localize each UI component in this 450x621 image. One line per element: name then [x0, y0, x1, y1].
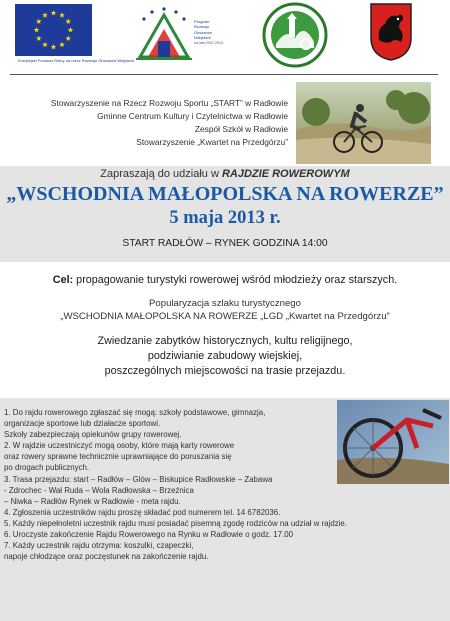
eu-star-icon: [68, 27, 74, 32]
organizers-list: [6, 97, 288, 149]
goal-text: propagowanie turystyki rowerowej wśród młodzieży oraz starszych.: [73, 274, 398, 286]
sightseeing-description: Zwiedzanie zabytków historycznych, kultu religijnego, podziwianie zabudowy wiejskiej, poszczególnych miejscowości na trasie przejazdu.: [97, 335, 353, 377]
eu-star-icon: [51, 10, 57, 15]
organizer-line: Stowarzyszenie na Rzecz Rozwoju Sportu „START” w Radłowie: [50, 98, 288, 108]
crest-shield-icon: [369, 2, 413, 62]
trail-promotion: Popularyzacja szlaku turystycznego „WSCHODNIA MAŁOPOLSKA NA ROWERZE „LGD „Kwartet na Przedgórzu”: [60, 298, 390, 322]
event-headline-panel: [0, 166, 450, 262]
eu-star-icon: [65, 36, 71, 41]
event-start-info: START RADŁÓW – RYNEK GODZINA 14:00: [122, 238, 328, 249]
organizer-line: Stowarzyszenie „Kwartet na Przedgórzu”: [136, 137, 288, 147]
eu-flag-caption: Europejski Fundusz Rolny na rzecz Rozwoju Obszarów Wiejskich: [18, 58, 135, 63]
list-item: – Niwka – Radłów Rynek w Radłowie - meta rajdu.: [4, 496, 181, 506]
eu-star-icon: [36, 19, 42, 24]
eu-star-icon: [59, 12, 65, 17]
list-item: 3. Trasa przejazdu: start – Radłów – Glów – Biskupice Radłowskie – Zabawa: [4, 474, 273, 484]
eu-star-icon: [34, 27, 40, 32]
eu-stars: [15, 4, 92, 56]
list-item: organizacje sportowe lub działacze sportowi.: [4, 419, 161, 429]
organizer-line: Gminne Centrum Kultury i Czytelnictwa w Radłowie: [97, 111, 288, 121]
eu-star-icon: [51, 44, 57, 49]
list-item: 7. Każdy uczestnik rajdu otrzyma: koszulki, czapeczki,: [4, 541, 194, 551]
list-item: oraz rowery sprawne technicznie uprawniające do poruszania się: [4, 452, 232, 462]
eu-star-icon: [42, 12, 48, 17]
radlow-coat-of-arms-icon: [369, 2, 413, 62]
event-title: „WSCHODNIA MAŁOPOLSKA NA ROWERZE”: [6, 183, 444, 205]
list-item: po drogach publicznych.: [4, 463, 90, 473]
eu-star-icon: [65, 19, 71, 24]
event-date: 5 maja 2013 r.: [169, 208, 281, 228]
prow-logo-text: Program Rozwoju Obszarów Wiejskich na lata 2007-2013: [194, 19, 223, 45]
eu-star-icon: [42, 42, 48, 47]
list-item: 2. W rajdzie uczestniczyć mogą osoby, które mają karty rowerowe: [4, 441, 235, 451]
prow-logo-icon: [134, 5, 244, 63]
bike-closeup-illustration: [337, 400, 449, 484]
header-divider: [10, 74, 438, 75]
list-item: Szkoły zabezpieczają opiekunów grupy rowerowej.: [4, 430, 182, 440]
eu-star-icon: [36, 36, 42, 41]
cyclist-photo-illustration: [296, 82, 431, 164]
organizer-line: Zespół Szkół w Radłowie: [194, 124, 288, 134]
list-item: 4. Zgłoszenia uczestników rajdu proszę składać pod numerem tel. 14 6782036.: [4, 507, 281, 517]
invitation-line: Zapraszają do udziału w RAJDZIE ROWEROWYM: [100, 168, 350, 180]
bicycle-wheel-photo: [337, 400, 449, 484]
list-item: 1. Do rajdu rowerowego zgłaszać się mogą: szkoły podstawowe, gimnazja,: [4, 408, 266, 417]
eu-flag-icon: [15, 4, 92, 56]
list-item: - Zdrochec - Wał Ruda – Wola Radłowska – Brzeźnica: [4, 485, 194, 495]
event-goal: [0, 273, 450, 288]
lgd-kwartet-logo-icon: [262, 2, 328, 68]
list-item: napoje chłodzące oraz poczęstunek na zakończenie rajdu.: [4, 552, 209, 562]
lgd-emblem-icon: [262, 2, 328, 68]
list-item: 5. Każdy niepełnoletni uczestnik rajdu musi posiadać pisemną zgodę rodziców na udział w rajdzie.: [4, 518, 347, 528]
list-item: 6. Uroczyste zakończenie Rajdu Rowerowego na Rynku w Radłowie o godz. 17.00: [4, 530, 294, 540]
prow-emblem-icon: [134, 5, 194, 63]
mountain-biker-photo: [296, 82, 431, 164]
goal-label: Cel:: [52, 274, 74, 286]
eu-star-icon: [59, 42, 65, 47]
